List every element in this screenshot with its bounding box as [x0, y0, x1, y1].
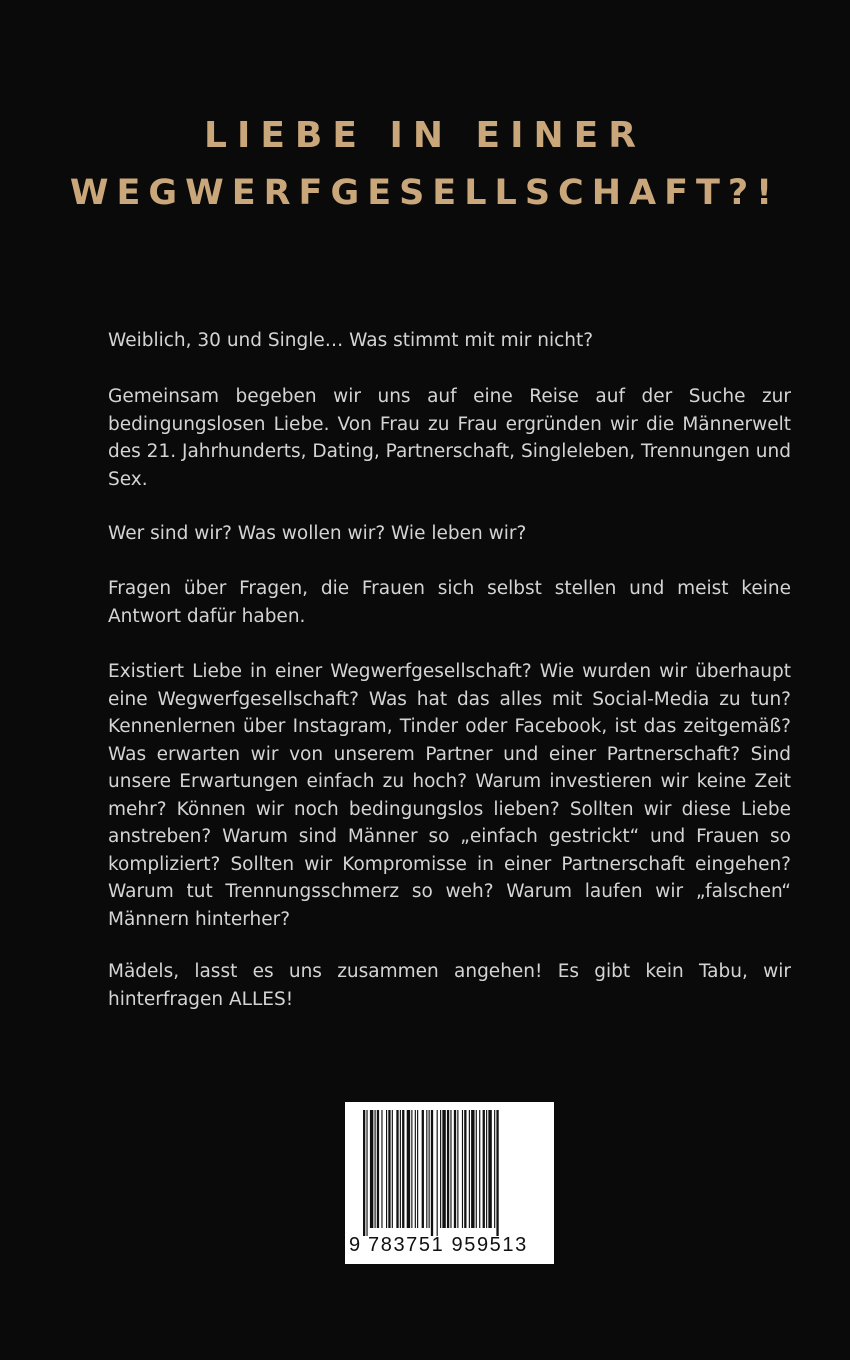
barcode-bar — [454, 1110, 456, 1228]
barcode-bar — [429, 1110, 430, 1228]
barcode-bar — [469, 1110, 470, 1228]
blurb-paragraph-6: Mädels, lasst es uns zusammen angehen! Es gibt kein Tabu, wir hinterfragen ALLES! — [108, 961, 791, 1010]
barcode-bar — [417, 1110, 418, 1228]
barcode-bar — [388, 1110, 390, 1228]
barcode-bar — [483, 1110, 485, 1228]
barcode-bar — [488, 1110, 491, 1228]
barcode-bar — [386, 1110, 387, 1228]
blurb-paragraph-1: Weiblich, 30 und Single… Was stimmt mit mir nicht? — [108, 330, 594, 351]
cover-title-line-1: LIEBE IN EINER — [204, 115, 646, 156]
barcode-bar — [402, 1110, 404, 1228]
barcode-bar — [486, 1110, 487, 1228]
barcode-bar — [447, 1110, 449, 1228]
cover-title-line-2: WEGWERFGESELLSCHAFT?! — [69, 173, 781, 213]
barcode-bar — [422, 1110, 424, 1228]
barcode-bar — [370, 1110, 373, 1228]
blurb-paragraph-5: Existiert Liebe in einer Wegwerfgesellschaft? Wie wurden wir überhaupt eine Wegwerfgesellschaft? Was hat das alles mit Social-Media zu tun? Kennenlernen über Instagram, Tinder oder Facebook, ist das zeitgemäß? Was erwarten wir von unserem Partner und einer Partnerschaft? Sind unsere Erwartungen einfach zu hoch? Warum investieren wir keine Zeit mehr? Können wir noch bedingungslos lieben? Sollten wir diese Liebe anstreben? Warum sind Männer so „einfach gestrickt“ und Frauen so kompliziert? Sollten wir Kompromisse in einer Partnerschaft eingehen? Warum tut Trennungsschmerz so weh? Warum laufen wir „falschen“ Männern hinterher? — [108, 661, 791, 930]
isbn-number — [345, 1234, 554, 1260]
barcode-bar — [464, 1110, 466, 1228]
blurb-paragraph-4: Fragen über Fragen, die Frauen sich selbst stellen und meist keine Antwort dafür haben. — [108, 578, 791, 627]
barcode-bar — [437, 1110, 438, 1236]
barcode-bar — [396, 1110, 398, 1228]
barcode-bar — [471, 1110, 474, 1228]
barcode-bar — [479, 1110, 480, 1228]
barcode-bar — [442, 1110, 445, 1228]
blurb-paragraph-3: Wer sind wir? Was wollen wir? Wie leben wir? — [108, 523, 527, 544]
barcode-bar — [392, 1110, 393, 1228]
barcode-bars — [345, 1102, 554, 1236]
barcode-bar — [431, 1110, 433, 1236]
barcode-bar — [450, 1110, 451, 1228]
barcode-bar — [377, 1110, 379, 1228]
barcode-bar — [400, 1110, 401, 1228]
blurb-paragraph-2: Gemeinsam begeben wir uns auf eine Reise auf der Suche zur bedingungslosen Liebe. Von Frau zu Frau ergründen wir die Männerwelt des 21. Jahrhunderts, Dating, Partnerschaft, Singleleben, Trennungen und Sex. — [108, 386, 791, 490]
barcode-bar — [426, 1110, 427, 1228]
barcode-bar — [363, 1110, 365, 1236]
barcode-bar — [381, 1110, 382, 1228]
barcode-bar — [476, 1110, 477, 1228]
barcode-bar — [375, 1110, 376, 1228]
barcode-bar — [494, 1110, 495, 1228]
barcode-bar — [411, 1110, 412, 1228]
barcode-bar — [496, 1110, 498, 1236]
barcode-bar — [415, 1110, 416, 1228]
barcode-bar — [407, 1110, 410, 1228]
barcode-bar — [366, 1110, 367, 1236]
barcode-bar — [440, 1110, 441, 1228]
isbn-lead-digit: 9 — [349, 1234, 361, 1256]
isbn-digits: 783751 959513 — [368, 1234, 528, 1256]
barcode-bar — [462, 1110, 463, 1228]
isbn-barcode — [345, 1102, 554, 1264]
barcode-bar — [457, 1110, 458, 1228]
